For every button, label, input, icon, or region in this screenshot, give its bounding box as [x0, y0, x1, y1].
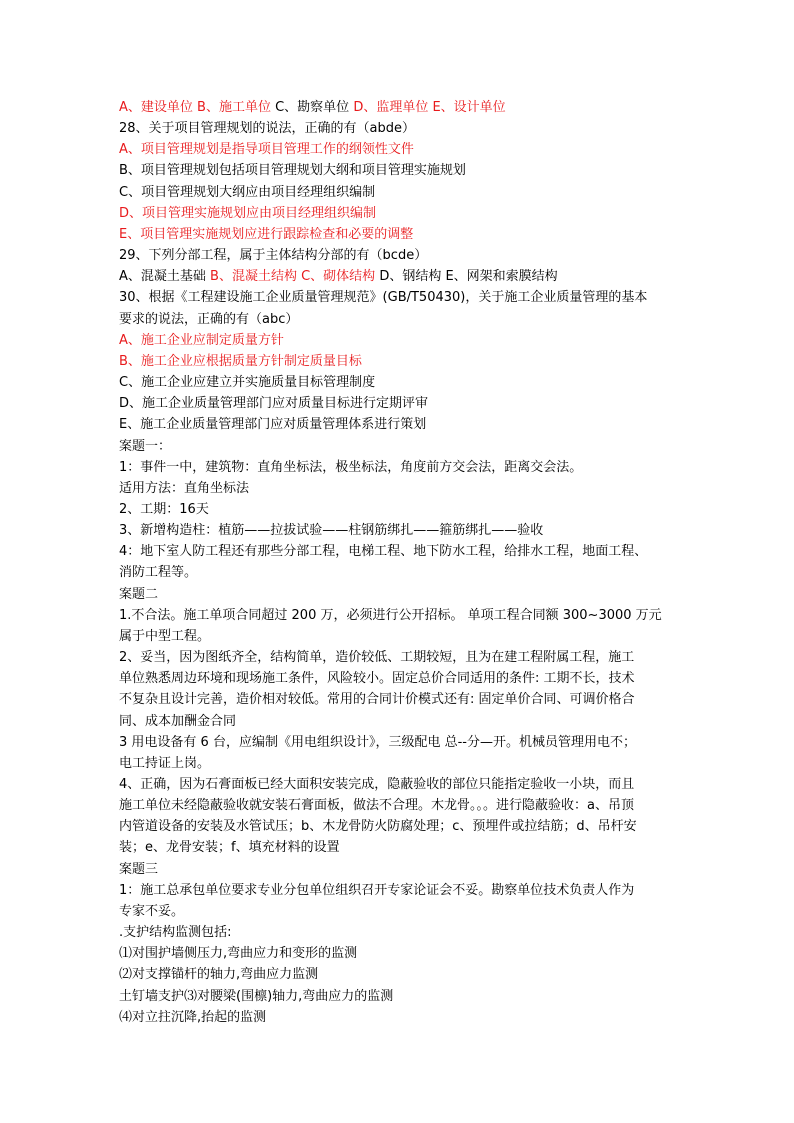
case3-heading: 案题三 [119, 861, 159, 877]
answer-line: 土钉墙支护⑶对腰梁(围檩)轴力,弯曲应力的监测 [119, 988, 394, 1004]
answer-line: 同、成本加酬金合同 [119, 713, 237, 729]
answer-line: .支护结构监测包括: [119, 925, 232, 941]
option: C、勘察单位 [275, 100, 354, 115]
option-line: C、项目管理规划大纲应由项目经理组织编制 [119, 184, 376, 200]
answer-line: 内管道设备的安装及水管试压；b、木龙骨防火防腐处理；c、预埋件或拉结筋；d、吊杆安 [119, 819, 637, 835]
option: E、网架和索膜结构 [445, 269, 558, 285]
option-line: D、施工企业质量管理部门应对质量目标进行定期评审 [119, 396, 429, 412]
answer-line: 2、妥当，因为图纸齐全，结构简单，造价较低、工期较短，且为在建工程附属工程，施工 [119, 650, 635, 666]
option: D、钢结构 [379, 269, 446, 285]
option: A、建设单位 [119, 100, 198, 115]
option: E、设计单位 [432, 100, 506, 115]
option: C、砌体结构 [301, 269, 380, 285]
answer-line: ⑴对围护墙侧压力,弯曲应力和变形的监测 [119, 946, 358, 962]
case2-heading: 案题二 [119, 586, 159, 602]
option-line: D、项目管理实施规划应由项目经理组织编制 [119, 205, 377, 221]
option-line: E、项目管理实施规划应进行跟踪检查和必要的调整 [119, 226, 414, 242]
answer-line: 施工单位未经隐蔽验收就安装石膏面板，做法不合理。木龙骨。。。进行隐蔽验收：a、吊顶 [119, 798, 634, 814]
option-line: E、施工企业质量管理部门应对质量管理体系进行策划 [119, 417, 427, 433]
option: A、混凝土基础 [119, 269, 211, 285]
answer-line: 3 用电设备有 6 台，应编制《用电组织设计》，三级配电 总--分—开。机械员管理用电不； [119, 734, 636, 750]
document-body [119, 97, 684, 1028]
answer-line: 3、新增构造柱：植筋——拉拔试验——柱钢筋绑扎——箍筋绑扎——验收 [119, 523, 544, 539]
option-line: B、项目管理规划包括项目管理规划大纲和项目管理实施规划 [119, 163, 466, 179]
answer-line: 4：地下室人防工程还有那些分部工程，电梯工程、地下防水工程，给排水工程，地面工程、 [119, 544, 648, 560]
answer-line: 单位熟悉周边环境和现场施工条件，风险较小。固定总价合同适用的条件: 工期不长，技术 [119, 671, 635, 687]
option-line: A、施工企业应制定质量方针 [119, 332, 284, 348]
answer-line: ⑷对立拄沉降,抬起的监测 [119, 1009, 267, 1025]
option-line: A、项目管理规划是指导项目管理工作的纲领性文件 [119, 142, 414, 158]
option-line: B、施工企业应根据质量方针制定质量目标 [119, 353, 362, 369]
option: D、监理单位 [353, 100, 433, 115]
answer-line: 适用方法：直角坐标法 [119, 480, 250, 496]
answer-line: 消防工程等。 [119, 565, 198, 581]
q29-options [119, 266, 684, 287]
question-29: 29、下列分部工程，属于主体结构分部的有（bcde） [119, 248, 428, 264]
option-line: C、施工企业应建立并实施质量目标管理制度 [119, 375, 376, 391]
question-30: 30、根据《工程建设施工企业质量管理规范》(GB/T50430)，关于施工企业质量管理的基本 [119, 290, 648, 306]
answer-line: 1：施工总承包单位要求专业分包单位组织召开专家论证会不妥。勘察单位技术负责人作为 [119, 882, 635, 898]
answer-line: 电工持证上岗。 [119, 755, 211, 771]
case1-heading: 案题一： [119, 438, 172, 454]
answer-line: 不复杂且设计完善，造价相对较低。常用的合同计价模式还有: 固定单价合同、可调价格合 [119, 692, 635, 708]
answer-line: 2、工期：16天 [119, 501, 209, 517]
answer-line: ⑵对支撑锚杆的轴力,弯曲应力监测 [119, 967, 319, 983]
q27-options [119, 97, 684, 118]
answer-line: 1.不合法。施工单项合同超过 200 万，必须进行公开招标。 单项工程合同额 300~3000 万元 [119, 607, 662, 623]
question-30-cont: 要求的说法，正确的有（abc） [119, 311, 299, 327]
option: B、施工单位 [197, 100, 276, 115]
answer-line: 装；e、龙骨安装；f、填充材料的设置 [119, 840, 340, 856]
question-28: 28、关于项目管理规划的说法，正确的有（abde） [119, 121, 416, 137]
option: B、混凝土结构 [210, 269, 302, 285]
answer-line: 4、正确，因为石膏面板已经大面积安装完成，隐蔽验收的部位只能指定验收一小块，而且 [119, 777, 635, 792]
answer-line: 属于中型工程。 [119, 628, 211, 644]
answer-line: 专家不妥。 [119, 903, 185, 919]
answer-line: 1：事件一中，建筑物：直角坐标法，极坐标法，角度前方交会法，距离交会法。 [119, 459, 583, 475]
